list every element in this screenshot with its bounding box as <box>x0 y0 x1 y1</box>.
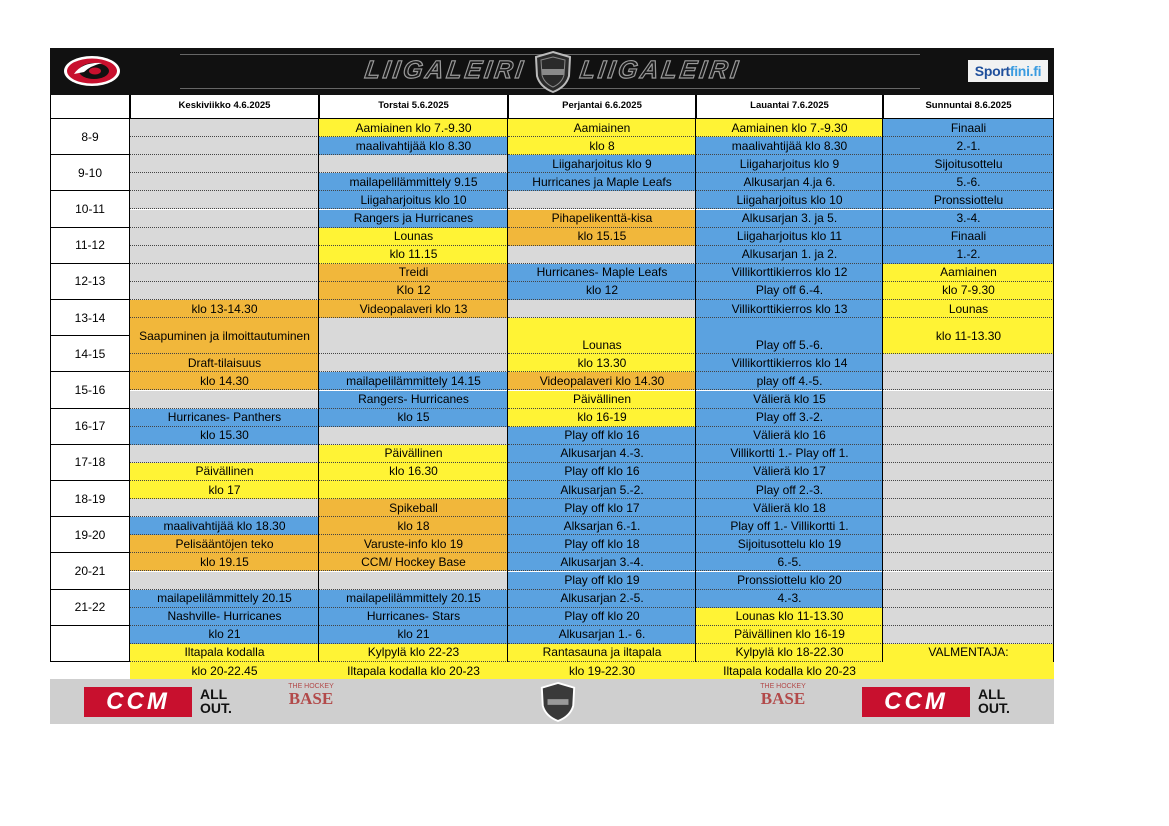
hockeybase-right-big: BASE <box>760 689 806 708</box>
schedule-cell <box>130 572 319 590</box>
schedule-cell <box>130 191 319 209</box>
schedule-cell <box>883 481 1054 499</box>
schedule-cell: klo 11.15 <box>319 246 508 264</box>
schedule-cell: Alkusarjan 4.ja 6. <box>696 173 883 191</box>
schedule-cell: Pronssiottelu <box>883 191 1054 209</box>
time-slot: 21-22 <box>50 590 130 626</box>
banner-title-left: LIIGALEIRI <box>363 56 528 84</box>
schedule-cell: klo 21 <box>319 626 508 644</box>
allout-left <box>200 687 232 715</box>
schedule-cell: Saapuminen ja ilmoittautuminen <box>130 318 319 354</box>
schedule-cell: Pronssiottelu klo 20 <box>696 572 883 590</box>
schedule-cell: Liigaharjoitus klo 10 <box>319 191 508 209</box>
schedule-cell: mailapelilämmittely 14.15 <box>319 372 508 390</box>
schedule-cell <box>319 481 508 499</box>
time-slot: 9-10 <box>50 155 130 191</box>
schedule-cell <box>883 572 1054 590</box>
time-slot: 15-16 <box>50 372 130 408</box>
schedule-cell: klo 15.30 <box>130 427 319 445</box>
schedule-cell: 2.-1. <box>883 137 1054 155</box>
schedule-cell <box>883 391 1054 409</box>
schedule-cell: maalivahtijää klo 18.30 <box>130 517 319 535</box>
header-corner <box>50 95 130 119</box>
schedule-cell: Päivällinen <box>508 391 696 409</box>
schedule-cell: 6.-5. <box>696 553 883 571</box>
hockeybase-left-small: THE HOCKEY <box>288 683 334 690</box>
schedule-cell <box>883 499 1054 517</box>
schedule-cell: Villikorttikierros klo 14 <box>696 354 883 372</box>
schedule-cell: VALMENTAJA: <box>883 644 1054 680</box>
schedule-cell: klo 18 <box>319 517 508 535</box>
schedule-cell: Lounas <box>508 318 696 354</box>
schedule-cell <box>883 626 1054 644</box>
schedule-cell: Hurricanes ja Maple Leafs <box>508 173 696 191</box>
schedule-cell: Alkusarjan 1. ja 2. <box>696 246 883 264</box>
schedule-cell: Play off klo 19 <box>508 572 696 590</box>
hurricanes-logo-icon <box>62 54 122 88</box>
schedule-cell: Välierä klo 15 <box>696 391 883 409</box>
day-header: Keskiviikko 4.6.2025 <box>130 95 319 119</box>
allout-left-line1: ALL <box>200 686 228 702</box>
schedule-cell: Rangers- Hurricanes <box>319 391 508 409</box>
schedule-cell: Play off 6.-4. <box>696 282 883 300</box>
schedule-cell <box>883 553 1054 571</box>
ccm-logo-left: CCM <box>84 687 192 717</box>
schedule-cell <box>130 210 319 228</box>
schedule-cell: Liigaharjoitus klo 11 <box>696 228 883 246</box>
schedule-cell: klo 14.30 <box>130 372 319 390</box>
schedule-cell: Alkusarjan 1.- 6. <box>508 626 696 644</box>
schedule-cell: klo 20-22.45 <box>130 662 319 680</box>
schedule-cell: Alkusarjan 2.-5. <box>508 590 696 608</box>
schedule-cell: klo 13-14.30 <box>130 300 319 318</box>
schedule-cell: Klo 12 <box>319 282 508 300</box>
schedule-cell: Hurricanes- Maple Leafs <box>508 264 696 282</box>
schedule-cell: klo 15 <box>319 409 508 427</box>
schedule-cell <box>319 155 508 173</box>
schedule-cell: 3.-4. <box>883 210 1054 228</box>
schedule-cell: Päivällinen <box>319 445 508 463</box>
sportfini-sport-text: Sport <box>974 63 1010 79</box>
schedule-cell: Varuste-info klo 19 <box>319 535 508 553</box>
schedule-cell: Sijoitusottelu klo 19 <box>696 535 883 553</box>
schedule-cell: Kylpylä klo 22-23 <box>319 644 508 662</box>
schedule-cell <box>883 535 1054 553</box>
schedule-cell: Play off 5.-6. <box>696 318 883 354</box>
schedule-cell: Alkusarjan 3. ja 5. <box>696 210 883 228</box>
schedule-cell <box>508 191 696 209</box>
sportfini-fini-text: fini.fi <box>1009 63 1042 79</box>
hockeybase-logo-left <box>286 683 336 707</box>
schedule-cell: Lounas <box>883 300 1054 318</box>
schedule-cell <box>130 391 319 409</box>
schedule-cell: klo 17 <box>130 481 319 499</box>
schedule-cell: maalivahtijää klo 8.30 <box>696 137 883 155</box>
schedule-cell: Play off klo 17 <box>508 499 696 517</box>
schedule-cell <box>883 409 1054 427</box>
schedule-cell: Lounas <box>319 228 508 246</box>
column-divider <box>129 119 130 662</box>
schedule-cell: Villikortti 1.- Play off 1. <box>696 445 883 463</box>
schedule-cell: Aamiainen <box>508 119 696 137</box>
schedule-cell: klo 19.15 <box>130 553 319 571</box>
schedule-cell: Finaali <box>883 228 1054 246</box>
schedule-cell: Liigaharjoitus klo 9 <box>508 155 696 173</box>
schedule-cell: Draft-tilaisuus <box>130 354 319 372</box>
schedule-cell: CCM/ Hockey Base <box>319 553 508 571</box>
schedule-cell <box>130 228 319 246</box>
schedule-cell: klo 13.30 <box>508 354 696 372</box>
schedule-cell: 4.-3. <box>696 590 883 608</box>
schedule-cell: klo 8 <box>508 137 696 155</box>
schedule-cell <box>508 246 696 264</box>
sponsor-footer <box>50 679 1054 724</box>
schedule-cell: 1.-2. <box>883 246 1054 264</box>
schedule-cell <box>883 354 1054 372</box>
time-slot: 17-18 <box>50 445 130 481</box>
schedule-cell: Lounas klo 11-13.30 <box>696 608 883 626</box>
schedule-cell: Alkusarjan 4.-3. <box>508 445 696 463</box>
schedule-cell: klo 16.30 <box>319 463 508 481</box>
hockeybase-logo-right <box>758 683 808 707</box>
schedule-cell <box>883 608 1054 626</box>
time-slot: 19-20 <box>50 517 130 553</box>
schedule-cell: play off 4.-5. <box>696 372 883 390</box>
schedule-cell: Videopalaveri klo 14.30 <box>508 372 696 390</box>
schedule-cell: Alksarjan 6.-1. <box>508 517 696 535</box>
schedule-cell: Päivällinen <box>130 463 319 481</box>
allout-right-line2: OUT. <box>978 700 1010 716</box>
schedule-cell: Aamiainen klo 7.-9.30 <box>696 119 883 137</box>
schedule-cell <box>130 119 319 137</box>
schedule-cell: Hurricanes- Stars <box>319 608 508 626</box>
header-banner <box>50 48 1054 95</box>
schedule-cell: Hurricanes- Panthers <box>130 409 319 427</box>
time-slot <box>50 626 130 662</box>
schedule-cell: Välierä klo 18 <box>696 499 883 517</box>
schedule-cell <box>130 499 319 517</box>
schedule-cell <box>883 372 1054 390</box>
schedule-cell: Play off 1.- Villikortti 1. <box>696 517 883 535</box>
schedule-sheet <box>50 48 1054 724</box>
schedule-cell: Alkusarjan 5.-2. <box>508 481 696 499</box>
schedule-cell <box>130 137 319 155</box>
allout-right-line1: ALL <box>978 686 1006 702</box>
schedule-cell: klo 16-19 <box>508 409 696 427</box>
schedule-cell: Kylpylä klo 18-22.30 <box>696 644 883 662</box>
schedule-cell: Sijoitusottelu <box>883 155 1054 173</box>
schedule-cell: klo 7-9.30 <box>883 282 1054 300</box>
ccm-logo-right: CCM <box>862 687 970 717</box>
schedule-cell: Villikorttikierros klo 13 <box>696 300 883 318</box>
schedule-cell: Pihapelikenttä-kisa <box>508 210 696 228</box>
schedule-cell: Play off 2.-3. <box>696 481 883 499</box>
schedule-cell: maalivahtijää klo 8.30 <box>319 137 508 155</box>
schedule-cell: Välierä klo 17 <box>696 463 883 481</box>
schedule-cell <box>319 318 508 354</box>
time-slot: 8-9 <box>50 119 130 155</box>
schedule-cell: Play off klo 18 <box>508 535 696 553</box>
schedule-cell: mailapelilämmittely 9.15 <box>319 173 508 191</box>
time-slot: 12-13 <box>50 264 130 300</box>
day-header: Lauantai 7.6.2025 <box>696 95 883 119</box>
nhl-shield-icon <box>538 681 578 723</box>
schedule-cell: mailapelilämmittely 20.15 <box>130 590 319 608</box>
schedule-cell: Aamiainen <box>883 264 1054 282</box>
schedule-cell: Treidi <box>319 264 508 282</box>
time-slot: 13-14 <box>50 300 130 336</box>
schedule-cell: Play off klo 16 <box>508 463 696 481</box>
column-divider <box>695 119 696 662</box>
schedule-cell: Play off 3.-2. <box>696 409 883 427</box>
schedule-cell: klo 15.15 <box>508 228 696 246</box>
schedule-cell: Päivällinen klo 16-19 <box>696 626 883 644</box>
hockeybase-left-big: BASE <box>288 689 334 708</box>
schedule-cell <box>130 445 319 463</box>
day-header: Perjantai 6.6.2025 <box>508 95 696 119</box>
banner-title-right: LIIGALEIRI <box>578 56 743 84</box>
schedule-cell <box>883 463 1054 481</box>
schedule-cell: Alkusarjan 3.-4. <box>508 553 696 571</box>
allout-right <box>978 687 1010 715</box>
time-slot: 10-11 <box>50 191 130 227</box>
schedule-cell: Finaali <box>883 119 1054 137</box>
column-divider <box>1053 119 1054 662</box>
schedule-cell: klo 21 <box>130 626 319 644</box>
time-slot: 20-21 <box>50 553 130 589</box>
schedule-cell: mailapelilämmittely 20.15 <box>319 590 508 608</box>
day-header: Torstai 5.6.2025 <box>319 95 508 119</box>
schedule-cell: klo 11-13.30 <box>883 318 1054 354</box>
schedule-cell: Villikorttikierros klo 12 <box>696 264 883 282</box>
nhl-shield-icon <box>532 50 574 94</box>
schedule-cell: Iltapala kodalla klo 20-23 <box>696 662 883 680</box>
schedule-cell: Nashville- Hurricanes <box>130 608 319 626</box>
schedule-grid <box>50 95 1054 679</box>
schedule-cell <box>319 354 508 372</box>
schedule-cell: Videopalaveri klo 13 <box>319 300 508 318</box>
schedule-cell <box>319 427 508 445</box>
schedule-cell: Aamiainen klo 7.-9.30 <box>319 119 508 137</box>
schedule-cell: Liigaharjoitus klo 10 <box>696 191 883 209</box>
schedule-cell <box>319 572 508 590</box>
day-header: Sunnuntai 8.6.2025 <box>883 95 1054 119</box>
schedule-cell: Rantasauna ja iltapala <box>508 644 696 662</box>
schedule-cell <box>130 246 319 264</box>
sportfini-logo[interactable] <box>968 60 1048 82</box>
schedule-cell <box>883 590 1054 608</box>
schedule-cell: Iltapala kodalla klo 20-23 <box>319 662 508 680</box>
schedule-cell: Pelisääntöjen teko <box>130 535 319 553</box>
schedule-cell <box>130 264 319 282</box>
schedule-cell: klo 12 <box>508 282 696 300</box>
column-divider <box>882 119 883 662</box>
schedule-cell: Liigaharjoitus klo 9 <box>696 155 883 173</box>
schedule-cell: Iltapala kodalla <box>130 644 319 662</box>
schedule-cell: Välierä klo 16 <box>696 427 883 445</box>
schedule-cell: Spikeball <box>319 499 508 517</box>
schedule-cell <box>508 300 696 318</box>
schedule-cell: Play off klo 16 <box>508 427 696 445</box>
time-slot: 18-19 <box>50 481 130 517</box>
schedule-cell <box>883 427 1054 445</box>
schedule-cell <box>130 155 319 173</box>
time-slot: 16-17 <box>50 409 130 445</box>
schedule-cell: Play off klo 20 <box>508 608 696 626</box>
schedule-cell <box>130 173 319 191</box>
schedule-cell <box>130 282 319 300</box>
time-slot: 14-15 <box>50 336 130 372</box>
hockeybase-right-small: THE HOCKEY <box>760 683 806 690</box>
schedule-cell: klo 19-22.30 <box>508 662 696 680</box>
time-slot: 11-12 <box>50 228 130 264</box>
column-divider <box>507 119 508 662</box>
schedule-cell: 5.-6. <box>883 173 1054 191</box>
column-divider <box>318 119 319 662</box>
schedule-cell <box>883 517 1054 535</box>
allout-left-line2: OUT. <box>200 700 232 716</box>
schedule-cell: Rangers ja Hurricanes <box>319 210 508 228</box>
schedule-cell <box>883 445 1054 463</box>
